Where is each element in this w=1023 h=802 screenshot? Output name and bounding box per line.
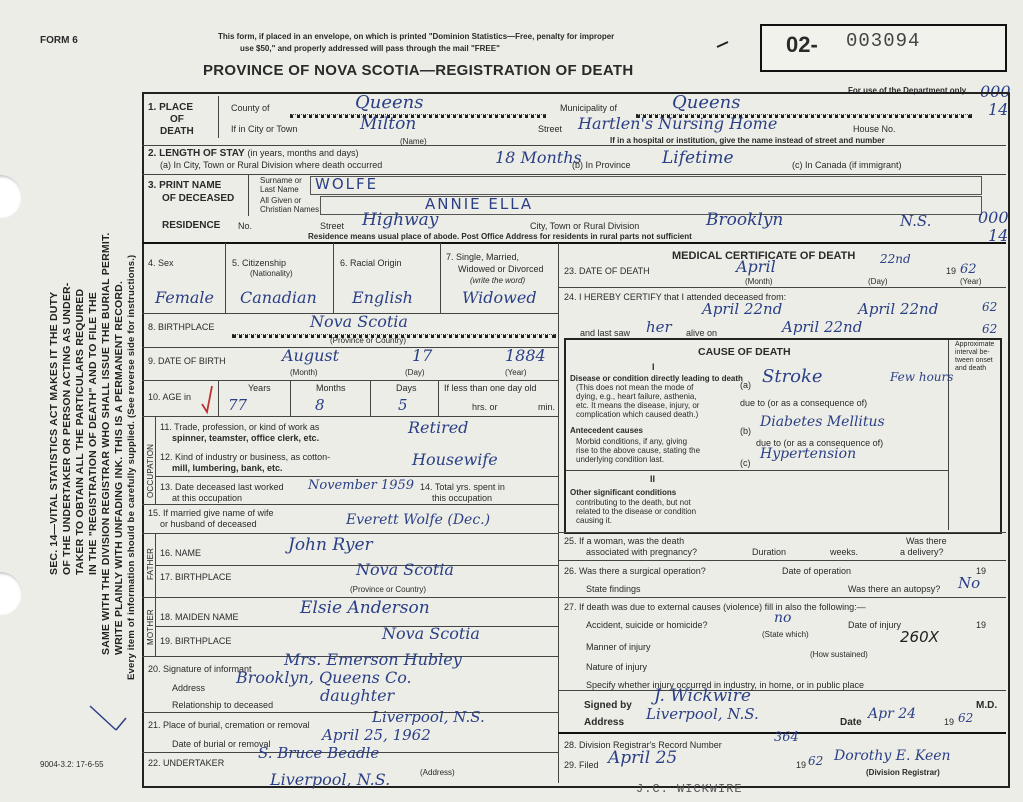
label-antecedent-3: rise to the above cause, stating the xyxy=(576,446,701,455)
value-city: Milton xyxy=(360,114,417,134)
label-name-small: (Name) xyxy=(400,137,427,146)
label-house: House No. xyxy=(853,124,896,134)
sidebar-line-6: WRITE PLAINLY WITH UNFADING INK. THIS IS A PERMANENT RECORD. xyxy=(113,280,125,655)
value-filed: April 25 xyxy=(608,748,678,768)
label-signed: Signed by xyxy=(584,700,632,711)
value-sex: Female xyxy=(155,288,214,307)
label-filed: 29. Filed xyxy=(564,760,599,770)
dept-use-label: For use of the Department only xyxy=(848,86,967,95)
label-part-ii: II xyxy=(650,474,656,484)
value-age-months: 8 xyxy=(315,396,325,414)
label-birthplace: 8. BIRTHPLACE xyxy=(148,322,215,332)
value-father-bp: Nova Scotia xyxy=(356,560,454,579)
label-dob-year: (Year) xyxy=(505,368,527,377)
label-city: If in City or Town xyxy=(231,124,298,134)
label-disease-2: (This does not mean the mode of xyxy=(576,383,694,392)
label-death: DEATH xyxy=(160,126,194,137)
label-res-street: Street xyxy=(320,221,345,231)
label-death-19: 19 xyxy=(946,266,957,276)
mail-notice-2: use $50," and properly addressed will pass through the mail "FREE" xyxy=(240,44,500,53)
label-specify: Specify whether injury occurred in industry, in home, or in public place xyxy=(586,680,864,690)
label-industry: 12. Kind of industry or business, as cotton- xyxy=(160,452,331,462)
label-given: All Given or xyxy=(260,196,302,205)
registration-number: 003094 xyxy=(846,30,921,52)
value-father: John Ryer xyxy=(288,535,373,555)
value-sig-address: Liverpool, N.S. xyxy=(646,705,759,723)
label-relation: Relationship to deceased xyxy=(172,700,274,710)
label-antecedent: Antecedent causes xyxy=(570,426,643,435)
registration-prefix: 02- xyxy=(786,32,818,57)
label-duration: Duration xyxy=(752,547,787,557)
label-last-saw: and last saw xyxy=(580,328,631,338)
label-death-yr: (Year) xyxy=(960,277,982,286)
label-alive-on: alive on xyxy=(686,328,718,338)
label-due-a: due to (or as a consequence of) xyxy=(740,398,868,408)
label-approx: Approximate xyxy=(955,341,995,348)
label-surname: Surname or xyxy=(260,176,302,185)
value-citizenship: Canadian xyxy=(240,288,317,307)
label-cause-b: (b) xyxy=(740,426,751,436)
value-mother-bp: Nova Scotia xyxy=(382,624,480,643)
value-res-prov: N.S. xyxy=(900,212,932,230)
label-undertaker: 22. UNDERTAKER xyxy=(148,758,225,768)
hospital-note: If in a hospital or institution, give the name instead of street and number xyxy=(610,136,885,145)
label-province-country: (Province or Country) xyxy=(330,336,407,345)
label-county: County of xyxy=(231,103,270,113)
value-alive-year: 62 xyxy=(982,322,998,336)
label-disease-3: dying, e.g., heart failure, asthenia, xyxy=(576,392,697,401)
label-und-address: (Address) xyxy=(420,768,455,777)
dept-code-2b: 14 xyxy=(988,226,1009,245)
value-age-years: 77 xyxy=(228,396,248,414)
label-dob-day: (Day) xyxy=(405,368,425,377)
label-other-3: related to the disease or condition xyxy=(576,507,697,516)
value-undertaker: S. Bruce Beadle xyxy=(258,744,380,762)
label-mother: MOTHER xyxy=(146,609,155,645)
value-surname: WOLFE xyxy=(315,175,379,193)
label-state-findings: State findings xyxy=(586,584,641,594)
value-alive-on: April 22nd xyxy=(782,318,863,336)
label-age: 10. AGE in xyxy=(148,392,192,402)
value-sig-date: Apr 24 xyxy=(868,706,917,722)
value-burial: Liverpool, N.S. xyxy=(372,708,485,726)
value-trade: Retired xyxy=(408,418,469,437)
label-filed-19: 19 xyxy=(796,760,807,770)
label-disease-5: complication which caused death.) xyxy=(576,410,699,419)
label-pregnancy: 25. If a woman, was the death xyxy=(564,536,685,546)
pen-stroke-icon xyxy=(86,700,130,740)
label-years: Years xyxy=(248,383,271,393)
value-last-worked: November 1959 xyxy=(308,478,415,493)
label-res-no: No. xyxy=(238,221,253,231)
label-manner: Manner of injury xyxy=(586,642,651,652)
label-death-day: (Day) xyxy=(868,277,888,286)
label-stay-b: (b) In Province xyxy=(572,160,631,170)
dept-code-1: 000 xyxy=(980,82,1011,101)
label-date-death: 23. DATE OF DEATH xyxy=(564,266,650,276)
label-occupation: OCCUPATION xyxy=(146,443,155,498)
label-dob: 9. DATE OF BIRTH xyxy=(148,356,226,366)
label-part-i: I xyxy=(652,362,655,372)
label-days: Days xyxy=(396,383,417,393)
sidebar-line-3: TAKER TO OBTAIN ALL THE PARTICULARS REQUIRED xyxy=(74,288,86,575)
label-weeks: weeks. xyxy=(830,547,859,557)
label-division-registrar: (Division Registrar) xyxy=(866,768,940,777)
value-informant: Mrs. Emerson Hubley xyxy=(284,650,462,669)
physician-stamp: J.C. WICKWIRE xyxy=(636,782,743,796)
label-less-day: If less than one day old xyxy=(444,383,537,393)
label-other: Other significant conditions xyxy=(570,488,677,497)
label-print-name: 3. PRINT NAME xyxy=(148,180,222,191)
label-citizenship: 5. Citizenship xyxy=(232,258,287,268)
label-street: Street xyxy=(538,124,563,134)
label-autopsy: Was there an autopsy? xyxy=(848,584,941,594)
value-county: Queens xyxy=(355,92,424,113)
label-marital-3: (write the word) xyxy=(470,276,526,285)
value-burial-date: April 25, 1962 xyxy=(322,726,431,744)
med-cert-title: MEDICAL CERTIFICATE OF DEATH xyxy=(672,250,856,262)
label-record-number: 28. Division Registrar's Record Number xyxy=(564,740,722,750)
sidebar-line-5: SAME WITH THE DIVISION REGISTRAR WHO SHALL ISSUE THE BURIAL PERMIT. xyxy=(100,232,112,655)
label-cause-of-death: CAUSE OF DEATH xyxy=(698,346,791,358)
value-registrar: Dorothy E. Keen xyxy=(834,748,951,764)
value-last-saw: her xyxy=(646,318,672,336)
label-pregnancy-2: associated with pregnancy? xyxy=(586,547,698,557)
label-other-4: causing it. xyxy=(576,516,613,525)
label-trade: 11. Trade, profession, or kind of work as xyxy=(160,422,320,432)
value-death-year: 62 xyxy=(960,262,977,277)
footer-code: 9004-3.2: 17-6-55 xyxy=(40,760,104,769)
label-trade-2: spinner, teamster, office clerk, etc. xyxy=(172,433,320,443)
label-municipality: Municipality of xyxy=(560,103,618,113)
label-sig-19: 19 xyxy=(944,717,955,727)
label-length-stay: 2. LENGTH OF STAY (in years, months and days) xyxy=(148,148,359,159)
label-dob-month: (Month) xyxy=(290,368,318,377)
value-res-city: Brooklyn xyxy=(706,210,784,230)
value-stay-a: 18 Months xyxy=(495,148,582,167)
label-of: OF xyxy=(170,114,184,125)
value-marital: Widowed xyxy=(462,288,537,307)
label-sex: 4. Sex xyxy=(148,258,174,268)
label-accident: Accident, suicide or homicide? xyxy=(586,620,708,630)
sidebar-line-7: Every item of information should be carefully supplied. (See reverse side for instructions.) xyxy=(126,254,137,680)
punch-hole-bottom xyxy=(0,572,22,616)
value-birthplace: Nova Scotia xyxy=(310,312,408,331)
label-informant: 20. Signature of informant xyxy=(148,664,252,674)
value-filed-year: 62 xyxy=(808,754,824,768)
label-approx-3: tween onset xyxy=(955,357,993,364)
form-number: FORM 6 xyxy=(40,35,78,46)
label-injury-19: 19 xyxy=(976,620,987,630)
label-op-date: Date of operation xyxy=(782,566,852,576)
value-age-days: 5 xyxy=(398,396,408,414)
label-place: 1. PLACE xyxy=(148,102,194,113)
value-signed: J. Wickwire xyxy=(654,686,751,706)
dept-code-1b: 14 xyxy=(988,100,1009,119)
mail-notice-1: This form, if placed in an envelope, on which is printed "Dominion Statistics—Free, penalty for improper xyxy=(218,32,615,41)
label-residence: RESIDENCE xyxy=(162,220,221,231)
label-approx-4: and death xyxy=(955,365,987,372)
value-interval-a: Few hours xyxy=(890,370,954,384)
value-sig-year: 62 xyxy=(958,711,974,725)
label-surgery: 26. Was there a surgical operation? xyxy=(564,566,706,576)
value-stay-b: Lifetime xyxy=(662,148,734,168)
sidebar-line-4: IN THE "REGISTRATION OF DEATH" AND TO FILE THE xyxy=(87,291,99,575)
label-father-bp-note: (Province or Country) xyxy=(350,585,427,594)
label-inf-address: Address xyxy=(172,683,206,693)
punch-hole-top xyxy=(0,175,22,219)
label-antecedent-2: Morbid conditions, if any, giving xyxy=(576,437,688,446)
label-disease-4: etc. It means the disease, injury, or xyxy=(576,401,700,410)
value-mother: Elsie Anderson xyxy=(300,598,430,618)
value-relation: daughter xyxy=(320,686,395,705)
value-dob-month: August xyxy=(282,346,340,365)
residence-note: Residence means usual place of abode. Post Office Address for residents in rural parts not sufficient xyxy=(308,232,692,241)
value-injury-note: 260X xyxy=(900,628,939,646)
label-spouse-2: or husband of deceased xyxy=(160,519,257,529)
label-disease: Disease or condition directly leading to death xyxy=(570,374,743,383)
label-delivery: Was there xyxy=(906,536,947,546)
label-spouse: 15. If married give name of wife xyxy=(148,508,274,518)
value-attend-year: 62 xyxy=(982,300,998,314)
form-title: PROVINCE OF NOVA SCOTIA—REGISTRATION OF DEATH xyxy=(203,62,634,79)
label-christian: Christian Names xyxy=(260,205,320,214)
value-municipality: Queens xyxy=(672,92,741,113)
label-state-which: (State which) xyxy=(762,630,809,639)
value-cause-b: Diabetes Mellitus xyxy=(760,414,885,430)
value-accident: no xyxy=(774,610,792,626)
value-cause-c: Hypertension xyxy=(760,446,857,462)
label-stay-a: (a) In City, Town or Rural Division where death occurred xyxy=(160,160,383,170)
label-industry-2: mill, lumbering, bank, etc. xyxy=(172,463,283,473)
label-approx-2: interval be- xyxy=(955,349,990,356)
value-given: ANNIE ELLA xyxy=(425,195,534,213)
label-sig-date: Date xyxy=(840,717,862,728)
pen-tick-icon xyxy=(716,40,730,50)
label-burial-date: Date of burial or removal xyxy=(172,739,271,749)
label-total-years-2: this occupation xyxy=(432,493,493,503)
value-street: Hartlen's Nursing Home xyxy=(578,114,778,133)
label-total-years: 14. Total yrs. spent in xyxy=(420,482,505,492)
label-nationality: (Nationality) xyxy=(250,269,293,278)
label-injury-date: Date of injury xyxy=(848,620,902,630)
label-marital-2: Widowed or Divorced xyxy=(458,264,544,274)
value-attend-from: April 22nd xyxy=(702,300,783,318)
value-death-month: April xyxy=(736,257,776,276)
label-last-worked: 13. Date deceased last worked xyxy=(160,482,284,492)
value-autopsy: No xyxy=(958,574,981,592)
label-last-worked-2: at this occupation xyxy=(172,493,243,503)
value-res-street: Highway xyxy=(362,210,439,230)
label-death-mo: (Month) xyxy=(745,277,773,286)
dept-code-2: 000 xyxy=(978,208,1009,227)
label-maiden: 18. MAIDEN NAME xyxy=(160,612,239,622)
label-delivery-2: a delivery? xyxy=(900,547,944,557)
value-und-address: Liverpool, N.S. xyxy=(270,770,391,789)
value-industry: Housewife xyxy=(412,450,498,469)
value-cause-a: Stroke xyxy=(762,366,823,387)
value-dob-day: 17 xyxy=(412,346,433,365)
sidebar-line-2: OF THE UNDERTAKER OR PERSON ACTING AS UNDER- xyxy=(61,282,73,575)
value-inf-address: Brooklyn, Queens Co. xyxy=(236,668,412,687)
label-md: M.D. xyxy=(976,700,998,711)
label-months: Months xyxy=(316,383,346,393)
label-how: (How sustained) xyxy=(810,650,868,659)
label-due-b: due to (or as a consequence of) xyxy=(756,438,884,448)
label-hrs: hrs. or xyxy=(472,402,498,412)
label-sig-address: Address xyxy=(584,717,625,728)
label-res-city: City, Town or Rural Division xyxy=(530,221,640,231)
label-racial: 6. Racial Origin xyxy=(340,258,402,268)
label-min: min. xyxy=(538,402,556,412)
label-marital: 7. Single, Married, xyxy=(446,252,520,262)
label-lastname: Last Name xyxy=(260,185,299,194)
value-dob-year: 1884 xyxy=(505,346,546,365)
value-spouse: Everett Wolfe (Dec.) xyxy=(346,512,491,528)
label-external: 27. If death was due to external causes (violence) fill in also the following:— xyxy=(564,602,866,612)
label-nature: Nature of injury xyxy=(586,662,648,672)
label-father-bp: 17. BIRTHPLACE xyxy=(160,572,232,582)
value-record-number: 364 xyxy=(774,730,799,745)
label-father-name: 16. NAME xyxy=(160,548,202,558)
value-racial: English xyxy=(352,288,413,307)
sidebar-line-1: SEC. 14—VITAL STATISTICS ACT MAKES IT THE DUTY xyxy=(48,291,60,575)
label-other-2: contributing to the death, but not xyxy=(576,498,691,507)
value-death-day: 22nd xyxy=(880,252,911,266)
label-cause-a: (a) xyxy=(740,380,751,390)
label-mother-bp: 19. BIRTHPLACE xyxy=(160,636,232,646)
label-certify: 24. I HEREBY CERTIFY that I attended deceased from: xyxy=(564,292,787,302)
check-mark-icon xyxy=(198,384,218,416)
surname-box xyxy=(310,176,982,195)
label-op-19: 19 xyxy=(976,566,987,576)
label-antecedent-4: underlying condition last. xyxy=(576,455,665,464)
label-of-deceased: OF DECEASED xyxy=(162,193,235,204)
label-cause-c: (c) xyxy=(740,458,751,468)
label-burial: 21. Place of burial, cremation or removal xyxy=(148,720,310,730)
value-attend-to: April 22nd xyxy=(858,300,939,318)
label-stay-c: (c) In Canada (if immigrant) xyxy=(792,160,902,170)
label-father: FATHER xyxy=(146,547,155,580)
